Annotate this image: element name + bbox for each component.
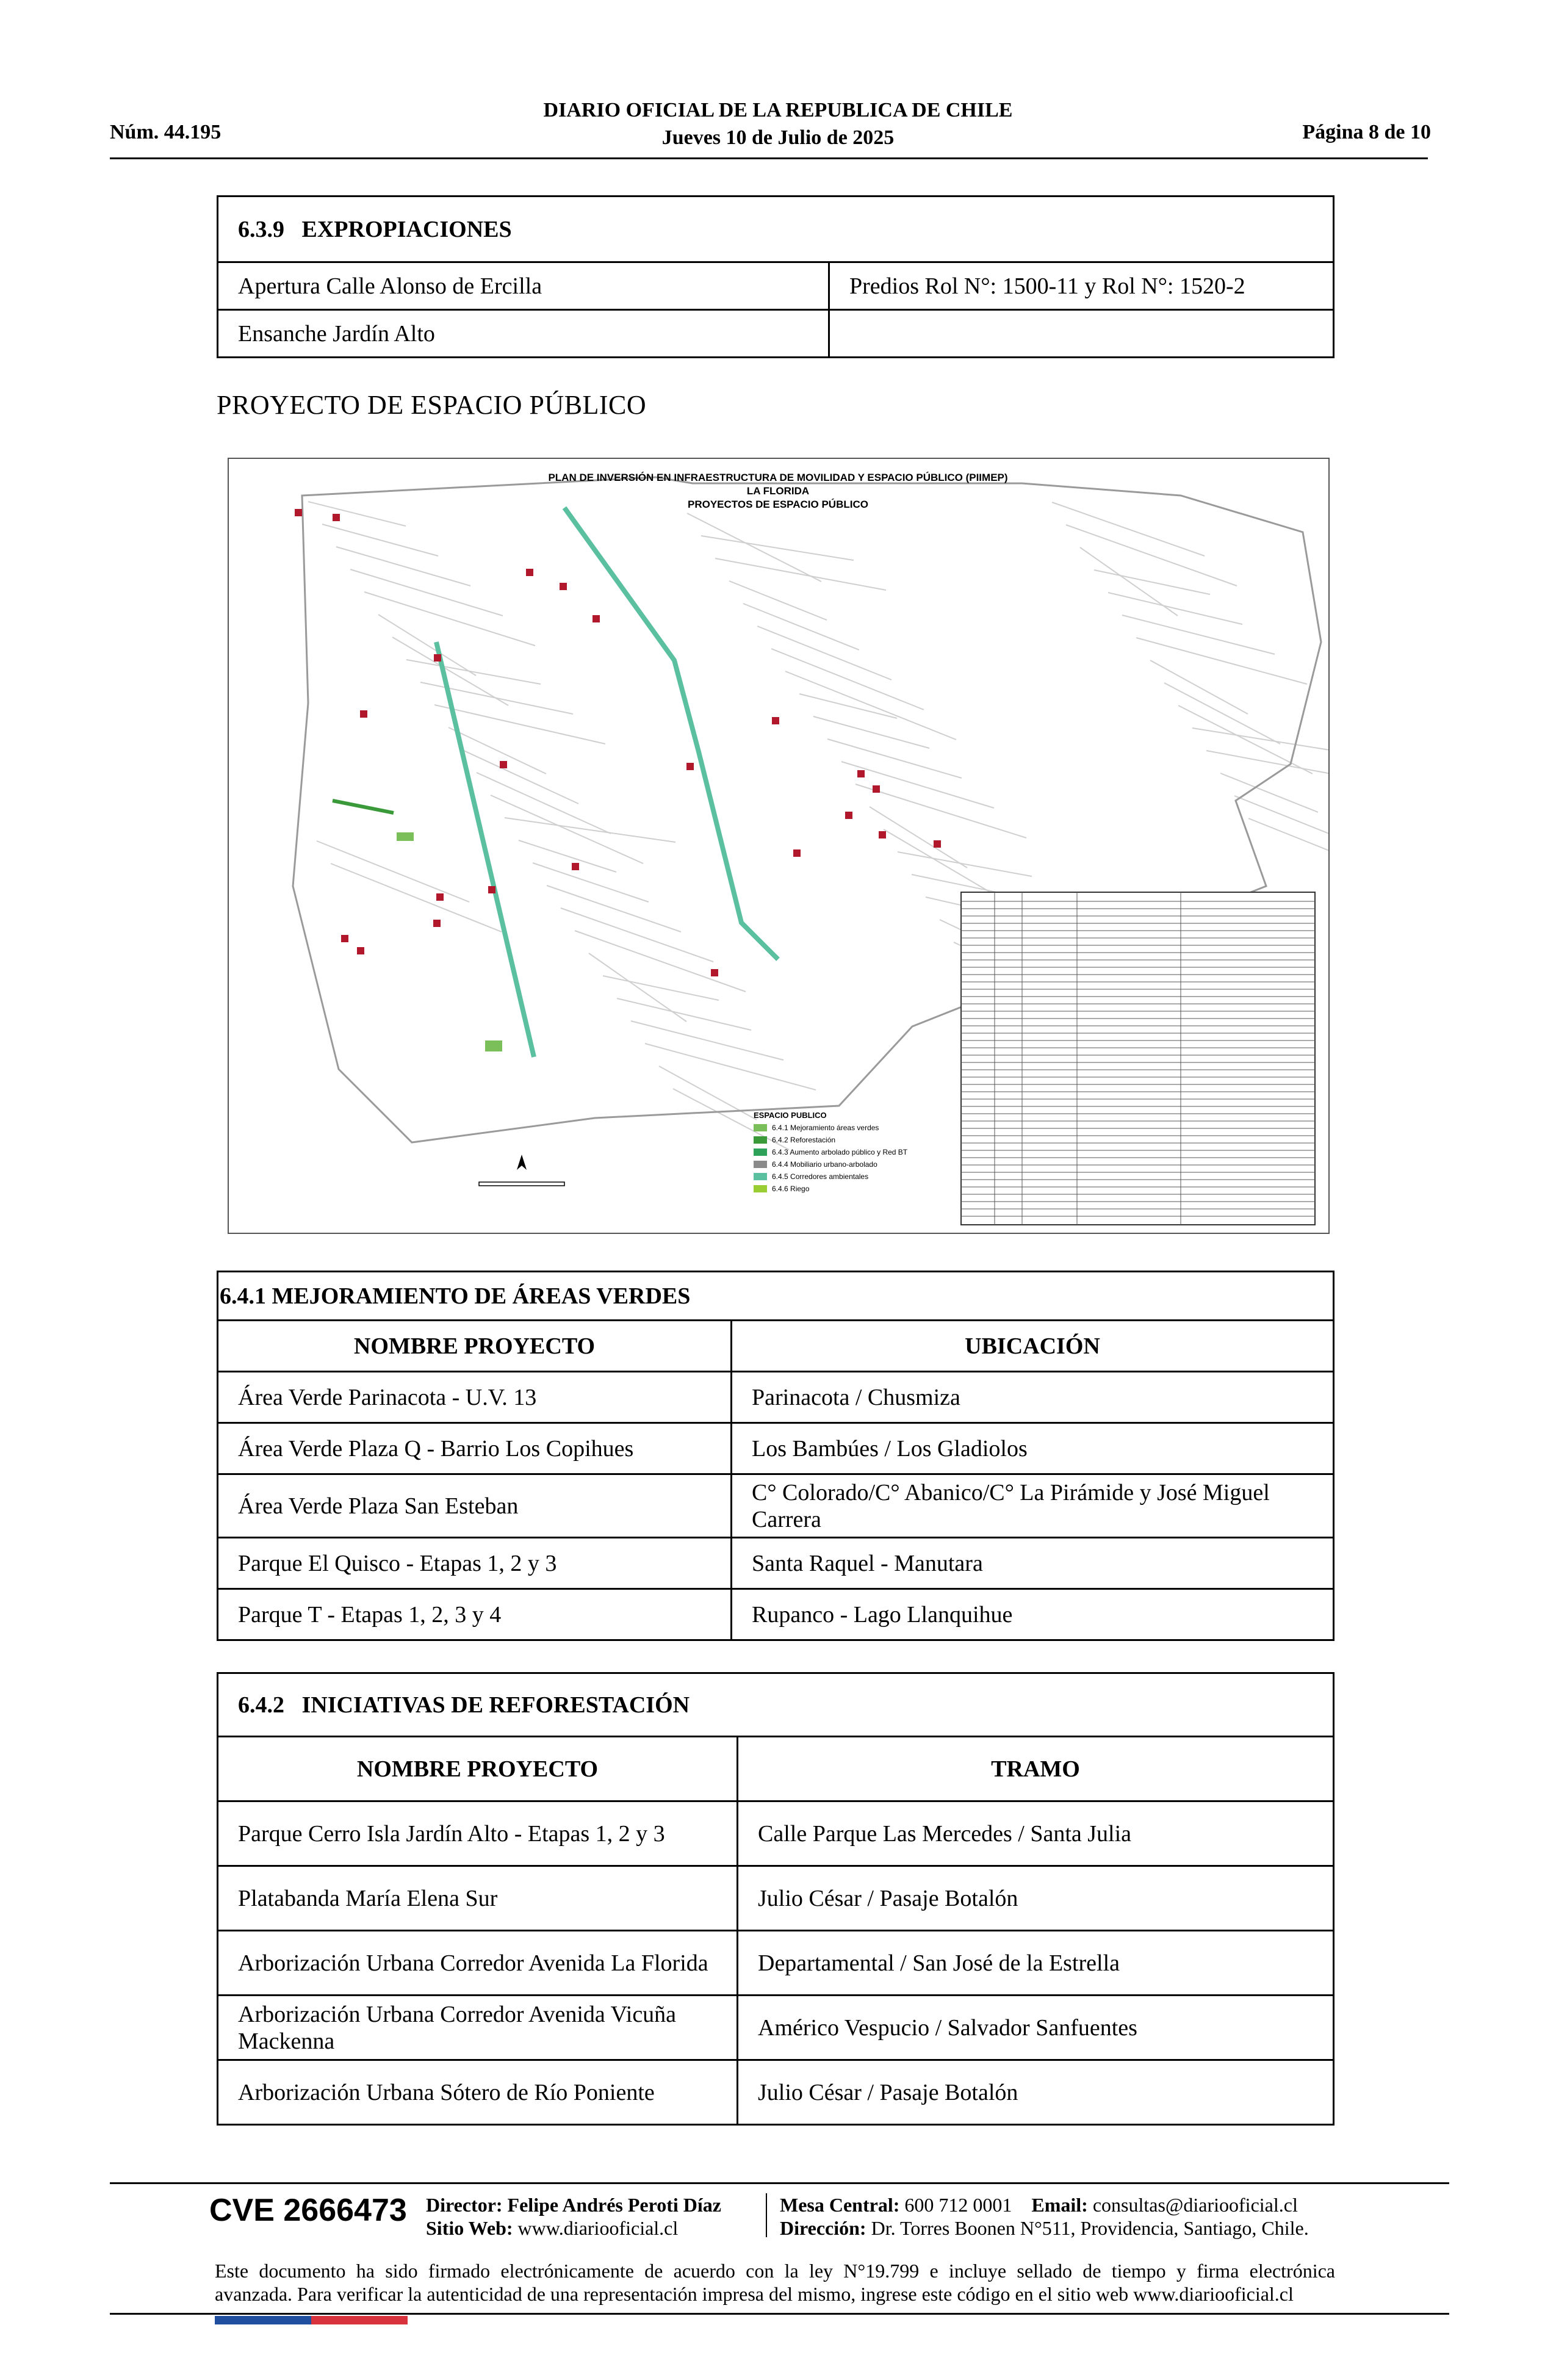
table-cell: Área Verde Plaza San Esteban xyxy=(218,1474,732,1538)
north-arrow-icon xyxy=(517,1155,527,1170)
street-line xyxy=(420,682,573,714)
flag-stripe-red xyxy=(311,2316,408,2324)
legend-swatch xyxy=(754,1136,767,1144)
table-cell: Américo Vespucio / Salvador Sanfuentes xyxy=(738,1996,1334,2060)
table-cell: Rupanco - Lago Llanquihue xyxy=(732,1589,1334,1640)
website-link[interactable]: www.diariooficial.cl xyxy=(517,2217,679,2239)
street-line xyxy=(378,615,476,676)
street-line xyxy=(729,581,827,620)
street-line xyxy=(1136,638,1307,684)
table-row xyxy=(218,310,1334,358)
table-row xyxy=(218,1589,1334,1640)
legend-label: 6.4.1 Mejoramiento áreas verdes xyxy=(772,1123,879,1132)
table-cell: Platabanda María Elena Sur xyxy=(218,1866,738,1931)
director-info xyxy=(426,2193,721,2240)
expropiaciones-table xyxy=(217,195,1334,358)
street-line xyxy=(317,841,469,902)
street-line xyxy=(477,773,611,834)
legend-label: 6.4.3 Aumento arbolado público y Red BT xyxy=(772,1148,908,1156)
table-row xyxy=(218,2060,1334,2125)
cve-code: CVE 2666473 xyxy=(209,2193,407,2228)
table-cell: Los Bambúes / Los Gladiolos xyxy=(732,1423,1334,1474)
street-line xyxy=(1108,593,1242,624)
street-line xyxy=(322,524,438,556)
address-label: Dirección: xyxy=(780,2217,866,2239)
legend-swatch xyxy=(754,1161,767,1168)
legend-swatch xyxy=(754,1173,767,1180)
table-cell: Área Verde Plaza Q - Barrio Los Copihues xyxy=(218,1423,732,1474)
street-line xyxy=(841,762,994,808)
table-cell: Julio César / Pasaje Botalón xyxy=(738,2060,1334,2125)
street-line xyxy=(799,694,897,718)
street-line xyxy=(645,1044,816,1090)
map-legend xyxy=(754,1111,908,1193)
street-line xyxy=(491,795,643,864)
street-line xyxy=(827,739,962,778)
street-line xyxy=(898,852,1032,876)
contact-info xyxy=(780,2193,1309,2240)
table-cell: Santa Raquel - Manutara xyxy=(732,1538,1334,1589)
expropiaciones-title: 6.3.9 EXPROPIACIONES xyxy=(218,197,1334,262)
footer-divider-bottom xyxy=(110,2313,1449,2315)
table-row xyxy=(218,1866,1334,1931)
address-line xyxy=(780,2216,1309,2240)
disclaimer-line-1: Este documento ha sido firmado electrónicamente de acuerdo con la ley N°19.799 e incluye sellado de tiempo y firma electrónica xyxy=(215,2260,1335,2282)
street-line xyxy=(884,829,1000,898)
issue-number: Núm. 44.195 xyxy=(110,121,222,143)
street-line xyxy=(331,864,502,932)
table-row xyxy=(218,1423,1334,1474)
table-cell: Julio César / Pasaje Botalón xyxy=(738,1866,1334,1931)
street-line xyxy=(631,1021,783,1060)
table-row xyxy=(218,1538,1334,1589)
street-line xyxy=(1178,705,1313,774)
legend-label: 6.4.5 Corredores ambientales xyxy=(772,1172,869,1181)
map-title-3: PROYECTOS DE ESPACIO PÚBLICO xyxy=(688,499,868,510)
street-line xyxy=(1206,751,1328,782)
table-row xyxy=(218,1996,1334,2060)
scale-bar xyxy=(479,1182,564,1186)
column-header-name: NOMBRE PROYECTO xyxy=(218,1321,732,1372)
map-title-2: LA FLORIDA xyxy=(746,485,810,497)
areas-verdes-table xyxy=(217,1271,1334,1641)
website-line xyxy=(426,2216,721,2240)
legend-swatch xyxy=(754,1185,767,1192)
public-space-map xyxy=(228,458,1330,1234)
director-line xyxy=(426,2193,721,2216)
map-title-1: PLAN DE INVERSIÓN EN INFRAESTRUCTURA DE MOVILIDAD Y ESPACIO PÚBLICO (PIIMEP) xyxy=(548,472,1008,483)
legend-label: 6.4.2 Reforestación xyxy=(772,1136,836,1144)
legend-swatch xyxy=(754,1124,767,1131)
street-line xyxy=(1052,502,1205,556)
issue-date: Jueves 10 de Julio de 2025 xyxy=(661,126,895,149)
street-line xyxy=(743,604,859,650)
table-cell: Arborización Urbana Corredor Avenida Vicuña Mackenna xyxy=(218,1996,738,2060)
mesa-label: Mesa Central: xyxy=(780,2194,900,2216)
column-header-location: UBICACIÓN xyxy=(732,1321,1334,1372)
reforestation-segment xyxy=(333,801,394,813)
street-line xyxy=(771,649,924,710)
table-cell xyxy=(829,310,1334,358)
table-row xyxy=(218,1372,1334,1423)
table-cell: Parque El Quisco - Etapas 1, 2 y 3 xyxy=(218,1538,732,1589)
contact-line xyxy=(780,2193,1309,2216)
legend-label: 6.4.6 Riego xyxy=(772,1185,810,1193)
table-cell: Parque T - Etapas 1, 2, 3 y 4 xyxy=(218,1589,732,1640)
street-line xyxy=(463,750,578,804)
street-line xyxy=(1192,728,1328,752)
street-line xyxy=(785,671,956,740)
legend-swatch xyxy=(754,1149,767,1156)
table-cell: Parque Cerro Isla Jardín Alto - Etapas 1, 2 y 3 xyxy=(218,1801,738,1866)
header-divider xyxy=(110,157,1428,159)
table-cell: Predios Rol N°: 1500-11 y Rol N°: 1520-2 xyxy=(829,262,1334,310)
areas-verdes-title: 6.4.1 MEJORAMIENTO DE ÁREAS VERDES xyxy=(218,1272,1334,1321)
table-cell: Parinacota / Chusmiza xyxy=(732,1372,1334,1423)
email-link[interactable]: consultas@diariooficial.cl xyxy=(1092,2194,1298,2216)
corridor-vicuna-mackenna xyxy=(436,642,534,1057)
street-line xyxy=(406,660,541,684)
street-line xyxy=(547,885,681,932)
director-name: Felipe Andrés Peroti Díaz xyxy=(507,2194,721,2216)
page-number: Página 8 de 10 xyxy=(1302,121,1431,143)
project-summary-table xyxy=(961,892,1315,1225)
street-line xyxy=(1164,683,1280,744)
address-value: Dr. Torres Boonen N°511, Providencia, Santiago, Chile. xyxy=(871,2217,1309,2239)
website-label: Sitio Web: xyxy=(426,2217,513,2239)
street-line xyxy=(1122,615,1275,654)
mesa-phone: 600 712 0001 xyxy=(904,2194,1012,2216)
table-cell: Calle Parque Las Mercedes / Santa Julia xyxy=(738,1801,1334,1866)
column-header-section: TRAMO xyxy=(738,1737,1334,1801)
table-row xyxy=(218,1474,1334,1538)
street-line xyxy=(603,976,719,1000)
footer-separator xyxy=(766,2193,767,2237)
table-cell: Área Verde Parinacota - U.V. 13 xyxy=(218,1372,732,1423)
street-line xyxy=(1150,660,1248,714)
street-line xyxy=(813,716,929,748)
table-row xyxy=(218,1801,1334,1866)
street-line xyxy=(1094,570,1210,594)
street-line xyxy=(350,569,503,616)
table-cell: Apertura Calle Alonso de Ercilla xyxy=(218,262,829,310)
street-line xyxy=(757,626,891,680)
column-header-name: NOMBRE PROYECTO xyxy=(218,1737,738,1801)
street-line xyxy=(687,513,821,582)
street-line xyxy=(336,547,470,586)
reforestacion-title: 6.4.2 INICIATIVAS DE REFORESTACIÓN xyxy=(218,1673,1334,1737)
reforestacion-table xyxy=(217,1672,1334,2126)
green-area-marker xyxy=(485,1040,502,1051)
disclaimer-line-2: avanzada. Para verificar la autenticidad de una representación impresa del mismo, ingrese este código en el sitio web www.diariooficial.cl xyxy=(215,2283,1294,2305)
director-label: Director: xyxy=(426,2194,503,2216)
email-label: Email: xyxy=(1031,2194,1088,2216)
table-cell: Arborización Urbana Corredor Avenida La Florida xyxy=(218,1931,738,1996)
green-area-marker xyxy=(397,832,414,841)
corridor-la-florida xyxy=(564,508,778,959)
table-cell: Ensanche Jardín Alto xyxy=(218,310,829,358)
street-line xyxy=(1248,818,1328,872)
section-title: PROYECTO DE ESPACIO PÚBLICO xyxy=(217,390,647,420)
legend-label: 6.4.4 Mobiliario urbano-arbolado xyxy=(772,1160,877,1169)
flag-stripe-blue xyxy=(215,2316,311,2324)
newspaper-title: DIARIO OFICIAL DE LA REPUBLICA DE CHILE xyxy=(543,99,1013,121)
street-line xyxy=(505,818,675,842)
table-cell: Arborización Urbana Sótero de Río Poniente xyxy=(218,2060,738,2125)
legend-title: ESPACIO PUBLICO xyxy=(754,1111,827,1120)
street-line xyxy=(701,536,854,560)
street-line xyxy=(308,502,406,526)
map-canvas xyxy=(229,459,1328,1233)
table-row xyxy=(218,1931,1334,1996)
footer-divider-top xyxy=(110,2182,1449,2184)
table-cell: C° Colorado/C° Abanico/C° La Pirámide y José Miguel Carrera xyxy=(732,1474,1334,1538)
table-cell: Departamental / San José de la Estrella xyxy=(738,1931,1334,1996)
table-row xyxy=(218,262,1334,310)
street-line xyxy=(617,998,751,1030)
street-line xyxy=(533,863,649,902)
